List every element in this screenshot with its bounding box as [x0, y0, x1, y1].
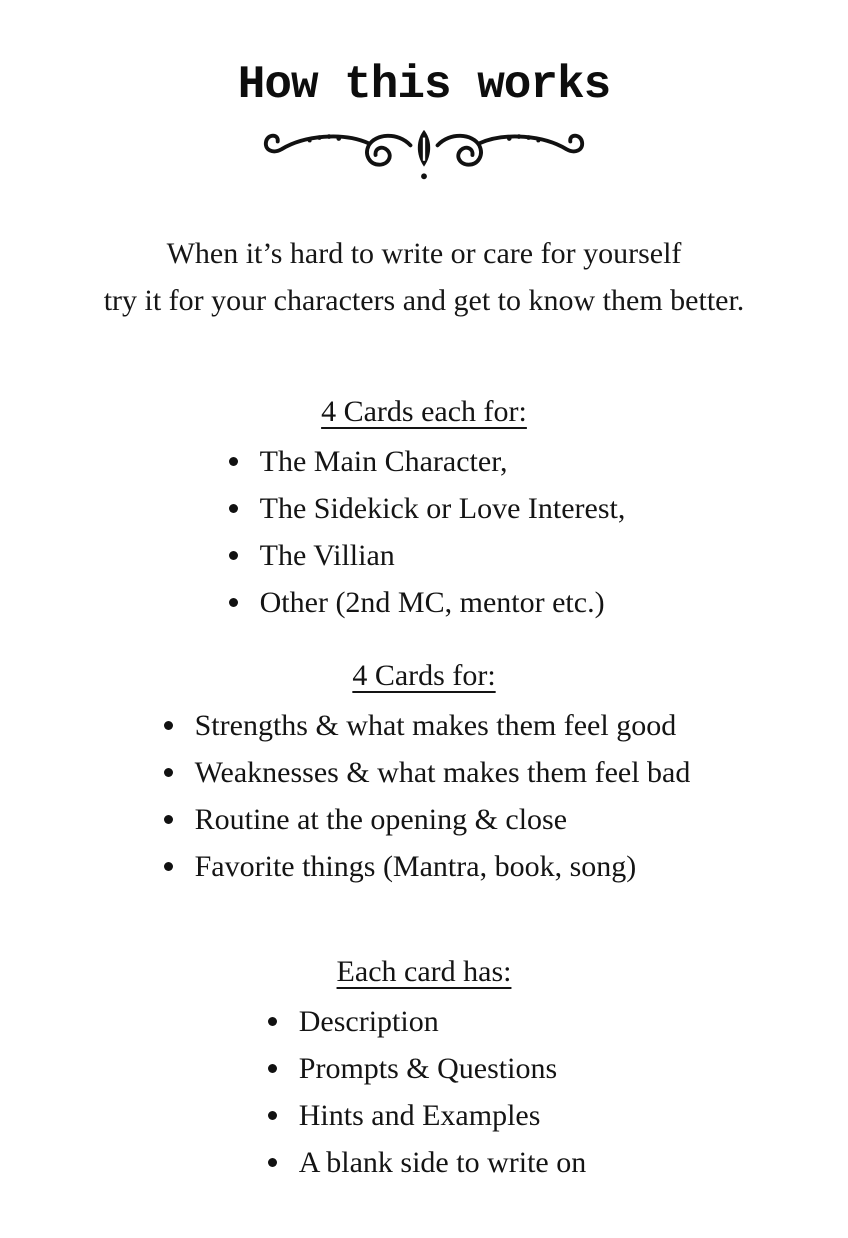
intro-line-1: When it’s hard to write or care for yourself — [166, 237, 682, 270]
list-item: Strengths & what makes them feel good — [158, 702, 691, 749]
intro-paragraph — [0, 230, 848, 324]
list-item: Weaknesses & what makes them feel bad — [158, 749, 691, 796]
section-cards-each-for — [0, 390, 848, 626]
list-item: Hints and Examples — [262, 1092, 586, 1139]
section-cards-for — [0, 654, 848, 890]
section-heading: 4 Cards for: — [352, 659, 496, 692]
page-title: How this works — [237, 59, 611, 111]
list-item: A blank side to write on — [262, 1139, 586, 1186]
list-item: The Main Character, — [223, 438, 626, 485]
list-item: Favorite things (Mantra, book, song) — [158, 843, 691, 890]
cards-each-for-list — [223, 438, 626, 626]
cards-for-list — [158, 702, 691, 890]
intro-line-2: try it for your characters and get to know them better. — [103, 284, 745, 317]
list-item: Routine at the opening & close — [158, 796, 691, 843]
flourish-divider-icon — [0, 124, 848, 186]
section-each-card-has — [0, 950, 848, 1186]
list-item: The Villian — [223, 532, 626, 579]
list-item: Other (2nd MC, mentor etc.) — [223, 579, 626, 626]
section-heading: 4 Cards each for: — [321, 395, 527, 428]
list-item: Prompts & Questions — [262, 1045, 586, 1092]
section-heading: Each card has: — [336, 955, 512, 988]
each-card-has-list — [262, 998, 586, 1186]
list-item: The Sidekick or Love Interest, — [223, 485, 626, 532]
list-item: Description — [262, 998, 586, 1045]
